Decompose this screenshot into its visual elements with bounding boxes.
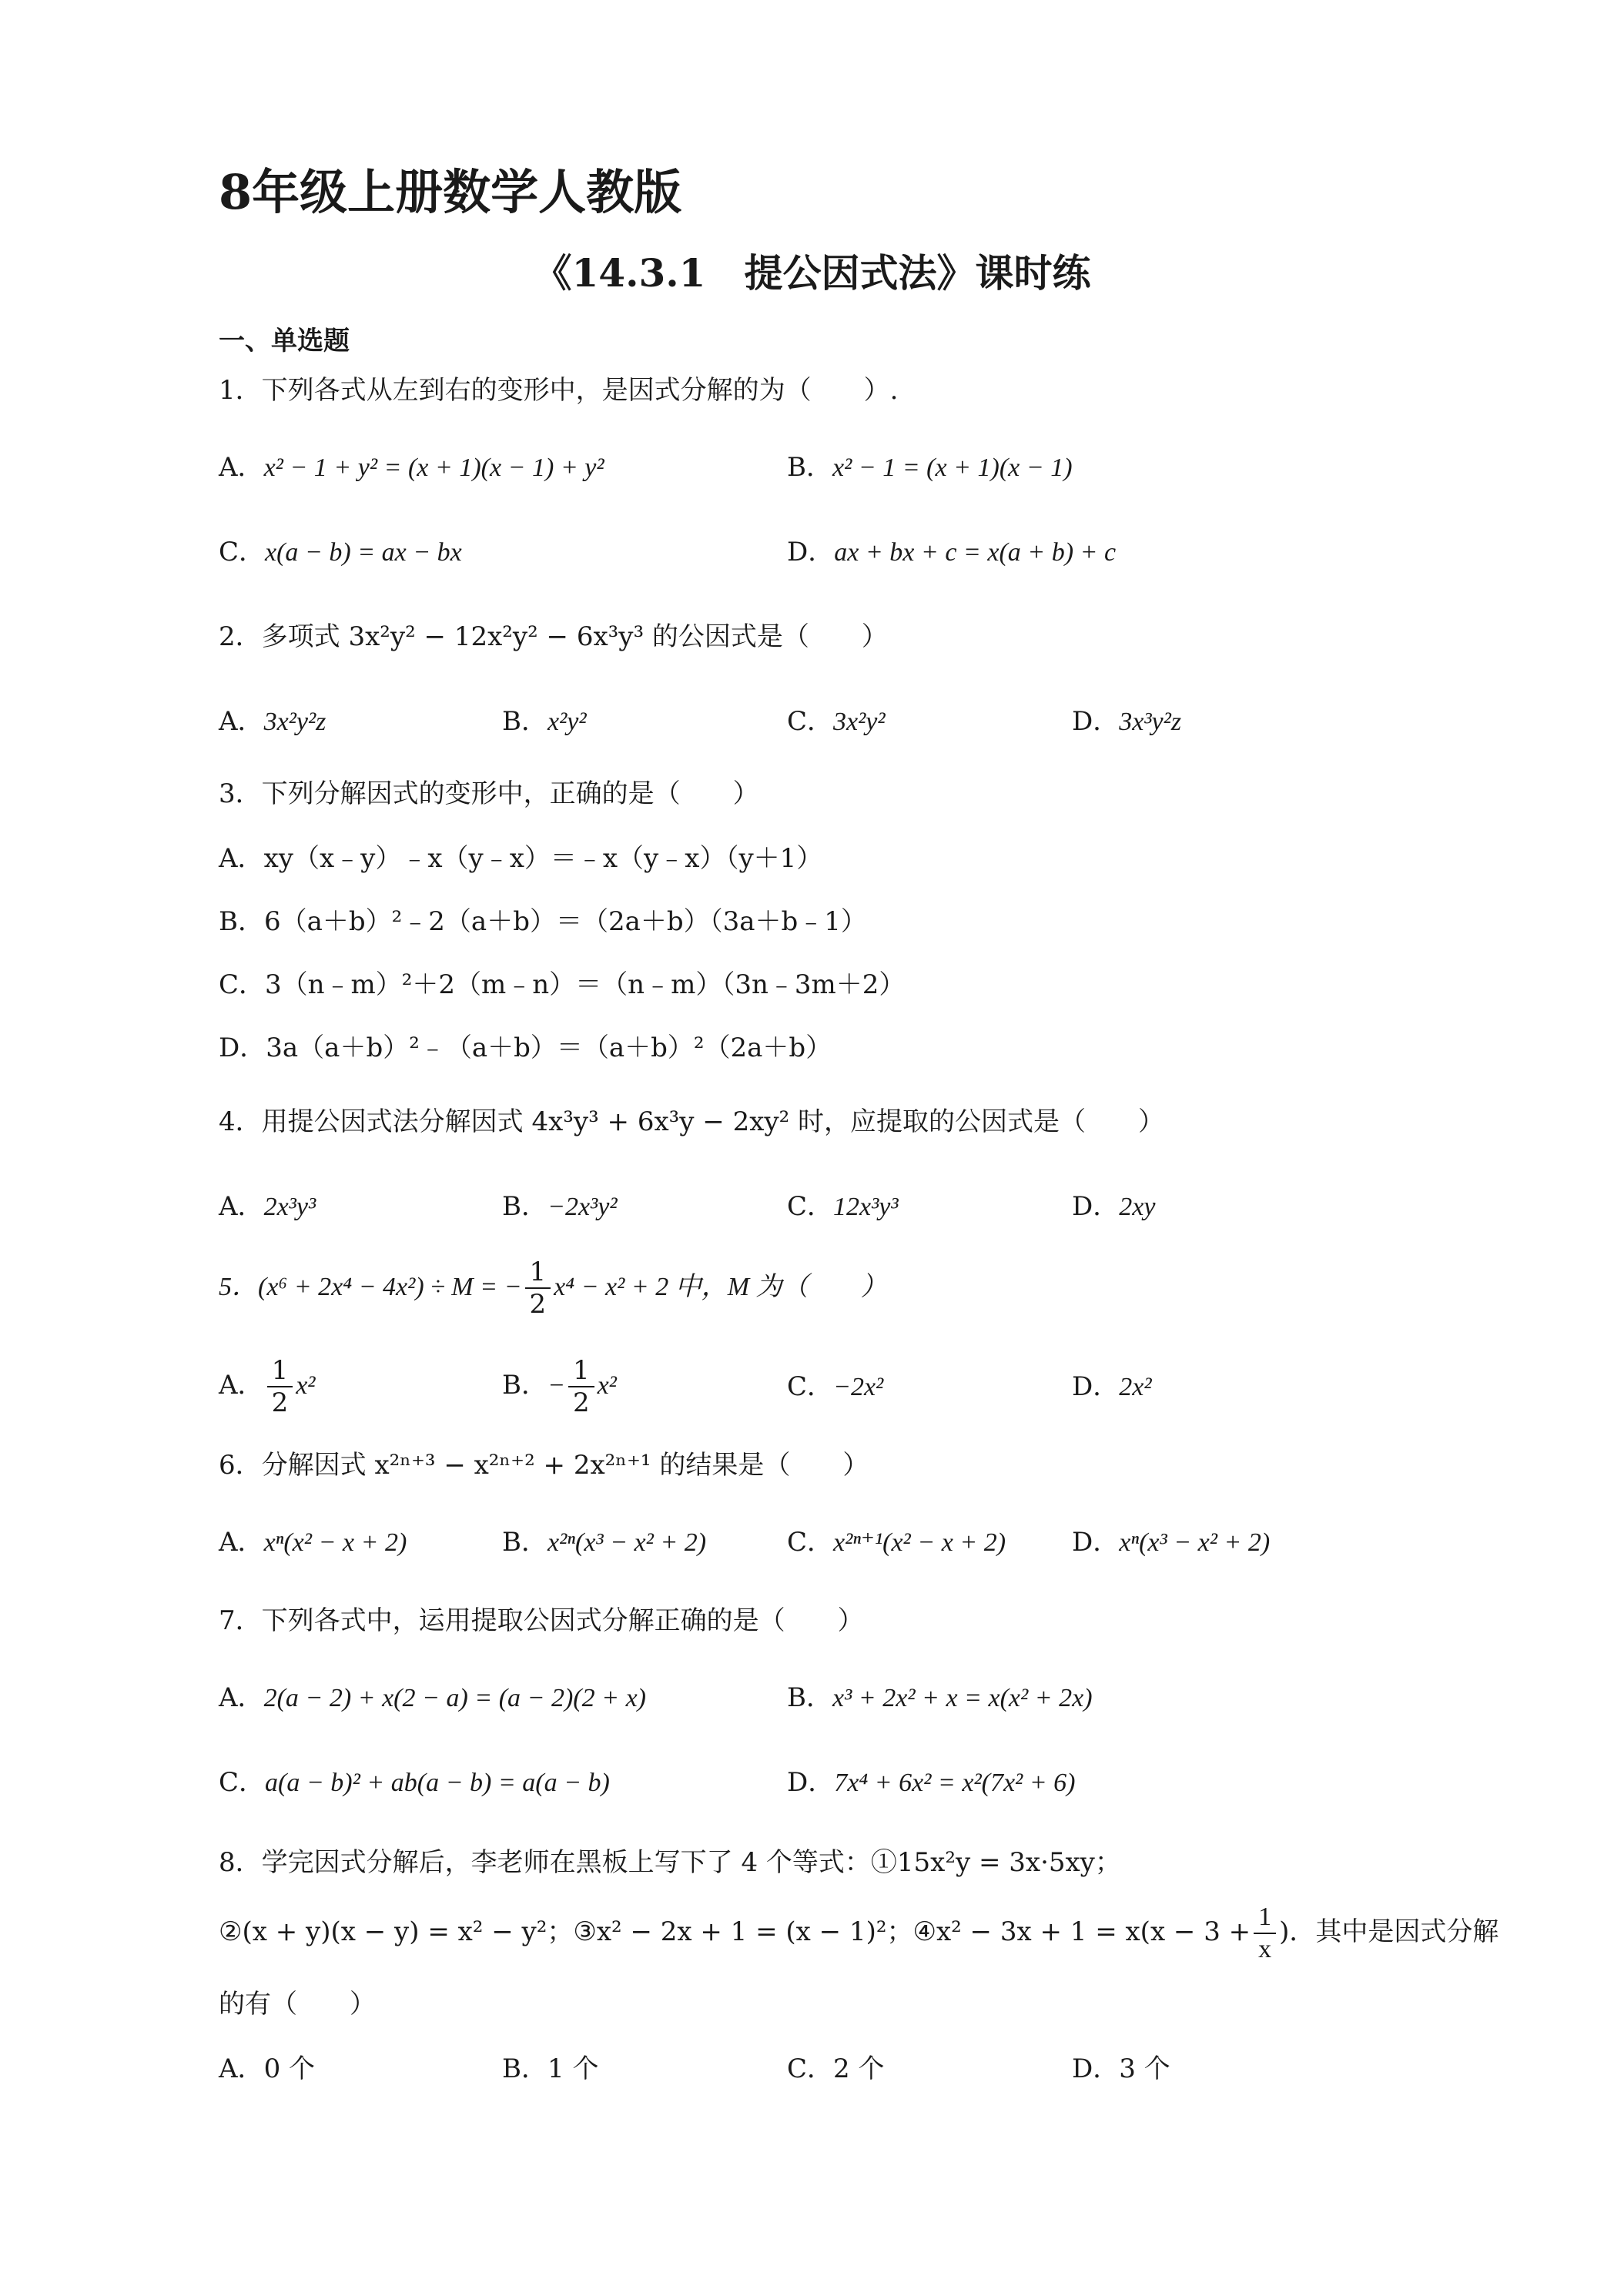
q4-option-b[interactable] — [502, 1187, 618, 1227]
option-text: −2x³y² — [547, 1193, 618, 1221]
option-sign: − — [547, 1371, 565, 1400]
option-label: D． — [1072, 2053, 1120, 2084]
q3-option-d[interactable] — [219, 1029, 832, 1067]
option-label: A． — [219, 843, 264, 874]
option-label: D． — [787, 1767, 835, 1798]
stem-part: 5．(x⁶ + 2x⁴ − 4x²) ÷ M = − — [219, 1273, 522, 1301]
option-label: A． — [219, 452, 264, 483]
q7-option-b[interactable] — [787, 1678, 1093, 1718]
q1-option-c[interactable] — [219, 533, 462, 572]
fraction — [525, 1257, 551, 1320]
option-label: D． — [787, 537, 835, 567]
option-label: C． — [787, 2053, 834, 2084]
q4-option-d[interactable] — [1072, 1187, 1155, 1227]
option-text: 7x⁴ + 6x² = x²(7x² + 6) — [834, 1769, 1076, 1797]
option-label: C． — [219, 969, 266, 1000]
q5-option-c[interactable] — [787, 1367, 883, 1407]
option-text: x³ + 2x² + x = x(x² + 2x) — [832, 1684, 1093, 1712]
q2-option-a[interactable] — [219, 702, 326, 741]
question-1-stem: 1．下列各式从左到右的变形中，是因式分解的为（ ）. — [219, 375, 899, 406]
q5-option-a[interactable] — [219, 1355, 316, 1418]
option-text: x²ⁿ(x³ − x² + 2) — [547, 1528, 707, 1557]
q6-option-b[interactable] — [502, 1523, 706, 1562]
fraction — [568, 1355, 594, 1418]
q7-option-c[interactable] — [219, 1763, 610, 1802]
option-label: B． — [219, 906, 264, 937]
stem-part: x⁴ − x² + 2 中，M 为（ ） — [554, 1273, 887, 1301]
q6-option-a[interactable] — [219, 1523, 407, 1562]
option-label: A． — [219, 1370, 264, 1401]
question-6-stem: 6．分解因式 x²ⁿ⁺³ − x²ⁿ⁺² + 2x²ⁿ⁺¹ 的结果是（ ） — [219, 1450, 869, 1481]
option-text: 3a（a＋b）²﹣（a＋b）＝（a＋b）²（2a＋b） — [266, 1033, 832, 1063]
option-text: x²y² — [547, 708, 587, 736]
q3-option-a[interactable] — [219, 839, 822, 878]
q6-option-c[interactable] — [787, 1523, 1006, 1562]
question-4-stem: 4．用提公因式法分解因式 4x³y³ + 6x³y − 2xy² 时，应提取的公因式是（ ） — [219, 1106, 1165, 1137]
q2-option-d[interactable] — [1072, 702, 1181, 741]
option-label: A． — [219, 1682, 264, 1713]
question-2-stem: 2．多项式 3x²y² − 12x²y² − 6x³y³ 的公因式是（ ） — [219, 621, 888, 652]
option-label: D． — [1072, 1191, 1120, 1222]
stem-part: )．其中是因式分解 — [1279, 1916, 1499, 1947]
fraction-numerator: 1 — [267, 1355, 293, 1387]
option-label: C． — [787, 706, 834, 737]
option-text: ax + bx + c = x(a + b) + c — [834, 538, 1117, 567]
option-label: C． — [787, 1371, 834, 1402]
q8-option-a[interactable] — [219, 2050, 315, 2088]
option-label: C． — [787, 1191, 834, 1222]
q4-option-a[interactable] — [219, 1187, 316, 1227]
option-text: x² − 1 = (x + 1)(x − 1) — [832, 454, 1073, 482]
option-label: B． — [502, 1191, 547, 1222]
option-text: 12x³y³ — [833, 1193, 899, 1221]
option-text: xⁿ(x³ − x² + 2) — [1119, 1528, 1271, 1557]
q2-option-b[interactable] — [502, 702, 587, 741]
q1-option-d[interactable] — [787, 533, 1116, 572]
question-5-stem — [219, 1257, 887, 1320]
question-3-stem: 3．下列分解因式的变形中，正确的是（ ） — [219, 778, 759, 809]
option-label: A． — [219, 706, 264, 737]
option-label: C． — [219, 537, 266, 567]
option-text: x² — [296, 1371, 316, 1400]
option-label: B． — [502, 1527, 547, 1558]
fraction — [1254, 1902, 1276, 1965]
option-label: B． — [502, 706, 547, 737]
option-text: 3 个 — [1119, 2053, 1170, 2084]
q8-option-c[interactable] — [787, 2050, 884, 2088]
q8-option-b[interactable] — [502, 2050, 598, 2088]
fraction-numerator: 1 — [525, 1257, 551, 1289]
option-text: 2 个 — [833, 2053, 885, 2084]
option-label: B． — [787, 1682, 832, 1713]
q5-option-b[interactable] — [502, 1355, 617, 1418]
option-text: 3（n﹣m）²＋2（m﹣n）＝（n﹣m）（3n﹣3m＋2） — [265, 969, 906, 1000]
q4-option-c[interactable] — [787, 1187, 899, 1227]
option-text: 3x²y²z — [263, 708, 326, 736]
option-text: 6（a＋b）²﹣2（a＋b）＝（2a＋b）（3a＋b﹣1） — [264, 906, 867, 937]
lesson-title: 《14.3.1 提公因式法》课时练 — [533, 250, 1091, 296]
question-8-stem-line-1: 8．学完因式分解后，李老师在黑板上写下了 4 个等式：①15x²y = 3x·5xy； — [219, 1847, 1121, 1878]
option-text: 0 个 — [263, 2053, 316, 2084]
q1-option-b[interactable] — [787, 448, 1073, 487]
option-text: a(a − b)² + ab(a − b) = a(a − b) — [265, 1769, 610, 1797]
fraction-numerator: 1 — [1254, 1902, 1276, 1934]
option-text: x² − 1 + y² = (x + 1)(x − 1) + y² — [263, 454, 604, 482]
q3-option-b[interactable] — [219, 902, 867, 941]
option-label: D． — [1072, 706, 1120, 737]
option-text: −2x² — [833, 1373, 884, 1401]
option-label: B． — [502, 2053, 547, 2084]
fraction-numerator: 1 — [568, 1355, 594, 1387]
option-label: B． — [787, 452, 832, 483]
option-label: C． — [219, 1767, 266, 1798]
option-text: 2(a − 2) + x(2 − a) = (a − 2)(2 + x) — [263, 1684, 646, 1712]
fraction-denominator: 2 — [529, 1289, 547, 1320]
option-text: x²ⁿ⁺¹(x² − x + 2) — [833, 1528, 1006, 1557]
fraction-denominator: 2 — [271, 1387, 289, 1418]
q3-option-c[interactable] — [219, 966, 905, 1004]
q7-option-d[interactable] — [787, 1763, 1076, 1802]
q7-option-a[interactable] — [219, 1678, 646, 1718]
option-text: 2x³y³ — [263, 1193, 316, 1221]
option-text: 3x³y²z — [1119, 708, 1182, 736]
question-8-stem-line-3: 的有（ ） — [219, 1989, 376, 2020]
fraction-denominator: 2 — [572, 1387, 590, 1418]
option-label: A． — [219, 1527, 264, 1558]
q2-option-c[interactable] — [787, 702, 886, 741]
section-heading: 一、单选题 — [219, 326, 350, 356]
option-text: 2x² — [1119, 1373, 1152, 1401]
q6-option-d[interactable] — [1072, 1523, 1270, 1562]
option-text: 1 个 — [547, 2053, 599, 2084]
q5-option-d[interactable] — [1072, 1367, 1152, 1407]
option-label: D． — [219, 1033, 266, 1063]
option-label: A． — [219, 2053, 264, 2084]
fraction — [267, 1355, 293, 1418]
option-text: xⁿ(x² − x + 2) — [263, 1528, 407, 1557]
option-text: xy（x﹣y）﹣x（y﹣x）＝﹣x（y﹣x）（y＋1） — [263, 843, 823, 874]
option-label: A． — [219, 1191, 264, 1222]
option-text: x² — [597, 1371, 617, 1400]
option-label: D． — [1072, 1371, 1120, 1402]
page-title: 8年级上册数学人教版 — [219, 164, 682, 220]
option-text: x(a − b) = ax − bx — [265, 538, 462, 567]
question-8-stem-line-2 — [219, 1902, 1498, 1965]
fraction-denominator: x — [1258, 1935, 1272, 1963]
option-label: B． — [502, 1370, 547, 1401]
option-text: 2xy — [1119, 1193, 1156, 1221]
q8-option-d[interactable] — [1072, 2050, 1170, 2088]
q1-option-a[interactable] — [219, 448, 604, 487]
option-text: 3x²y² — [833, 708, 886, 736]
stem-part: ②(x + y)(x − y) = x² − y²；③x² − 2x + 1 = (x − 1)²；④x² − 3x + 1 = x(x − 3 + — [219, 1916, 1251, 1947]
option-label: D． — [1072, 1527, 1120, 1558]
option-label: C． — [787, 1527, 834, 1558]
question-7-stem: 7．下列各式中，运用提取公因式分解正确的是（ ） — [219, 1605, 864, 1636]
